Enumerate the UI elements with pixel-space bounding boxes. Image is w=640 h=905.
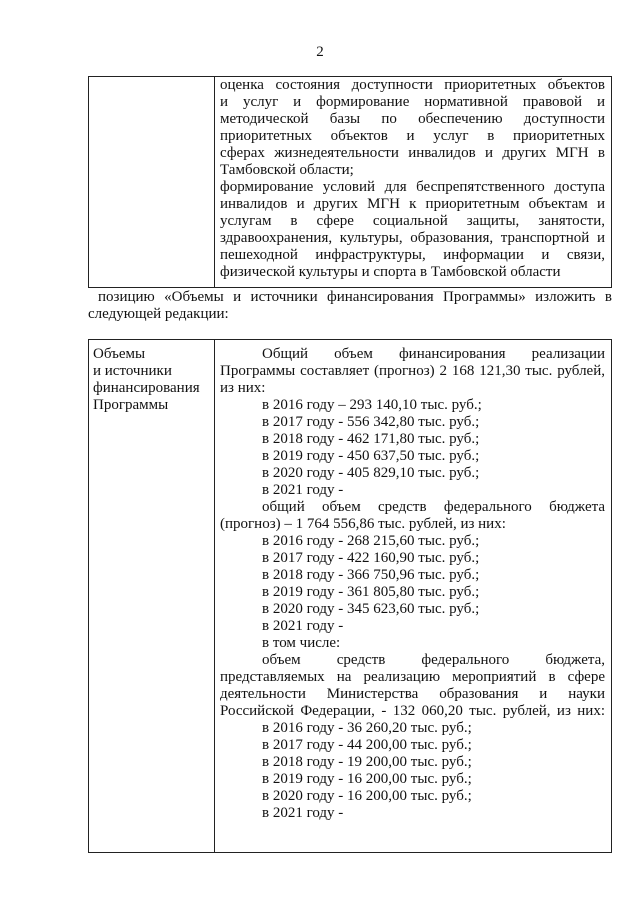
text-line: в 2016 году – 293 140,10 тыс. руб.;	[262, 397, 482, 413]
text-line: приоритетных объектов и услуг в приоритетных	[220, 128, 605, 144]
text-line: здравоохранения, культуры, образования, транспортной и	[220, 230, 605, 246]
text-line: Российской Федерации, - 132 060,20 тыс. рублей, из них:	[220, 703, 605, 719]
text-line: в 2018 году - 462 171,80 тыс. руб.;	[262, 431, 480, 447]
text-line: в 2018 году - 366 750,96 тыс. руб.;	[262, 567, 480, 583]
text-line: сферах жизнедеятельности инвалидов и других МГН в	[220, 145, 605, 161]
text-line: в 2017 году - 556 342,80 тыс. руб.;	[262, 414, 480, 430]
text-line: Тамбовской области;	[220, 162, 354, 178]
label-line: Объемы	[93, 346, 146, 362]
table-content-cell	[220, 77, 605, 281]
label-line: Программы	[93, 397, 169, 413]
text-line: оценка состояния доступности приоритетных объектов	[220, 77, 605, 93]
text-line: в 2017 году - 422 160,90 тыс. руб.;	[262, 550, 480, 566]
text-line: в 2021 году -	[262, 482, 344, 498]
text-line: в 2019 году - 450 637,50 тыс. руб.;	[262, 448, 480, 464]
text-line: в 2020 году - 405 829,10 тыс. руб.;	[262, 465, 480, 481]
text-line: из них:	[220, 380, 266, 396]
text-line: инвалидов и других МГН к приоритетным объектам и	[220, 196, 605, 212]
text-line: в 2019 году - 361 805,80 тыс. руб.;	[262, 584, 480, 600]
text-line: в 2020 году - 345 623,60 тыс. руб.;	[262, 601, 480, 617]
text-line: и услуг и формирование нормативной правовой и	[220, 94, 605, 110]
table-continuation	[88, 76, 612, 288]
text-line: в 2017 году - 44 200,00 тыс. руб.;	[262, 737, 472, 753]
label-line: и источники	[93, 363, 172, 379]
text-line: Программы составляет (прогноз) 2 168 121,30 тыс. рублей,	[220, 363, 605, 379]
label-line: финансирования	[93, 380, 200, 396]
text-line: физической культуры и спорта в Тамбовской области	[220, 264, 561, 280]
text-line: методической базы по обеспечению доступности	[220, 111, 605, 127]
text-line: в 2016 году - 268 215,60 тыс. руб.;	[262, 533, 480, 549]
text-line: в 2021 году -	[262, 618, 344, 634]
text-line: деятельности Министерства образования и науки	[220, 686, 605, 702]
text-line: в 2019 году - 16 200,00 тыс. руб.;	[262, 771, 472, 787]
text-line: позицию «Объемы и источники финансирования Программы» изложить в	[98, 289, 612, 305]
text-line: в 2016 году - 36 260,20 тыс. руб.;	[262, 720, 472, 736]
text-line: в 2021 году -	[262, 805, 344, 821]
text-line: общий объем средств федерального бюджета	[262, 499, 605, 515]
table-column-divider	[214, 340, 215, 852]
text-line: формирование условий для беспрепятственного доступа	[220, 179, 605, 195]
text-line: пешеходной инфраструктуры, информации и связи,	[220, 247, 605, 263]
text-line: услугам в сфере социальной защиты, занятости,	[220, 213, 605, 229]
table-column-divider	[214, 77, 215, 287]
text-line: следующей редакции:	[88, 306, 229, 322]
text-line: в 2020 году - 16 200,00 тыс. руб.;	[262, 788, 472, 804]
text-line: объем средств федерального бюджета,	[262, 652, 605, 668]
text-line: представляемых на реализацию мероприятий в сфере	[220, 669, 605, 685]
text-line: в 2018 году - 19 200,00 тыс. руб.;	[262, 754, 472, 770]
intro-paragraph	[88, 289, 612, 323]
page-number: 2	[316, 44, 324, 60]
table-label-cell	[93, 346, 211, 414]
text-line: Общий объем финансирования реализации	[262, 346, 605, 362]
financing-table	[88, 339, 612, 853]
text-line: в том числе:	[262, 635, 341, 651]
table-content-cell	[220, 346, 605, 822]
text-line: (прогноз) – 1 764 556,86 тыс. рублей, из них:	[220, 516, 506, 532]
